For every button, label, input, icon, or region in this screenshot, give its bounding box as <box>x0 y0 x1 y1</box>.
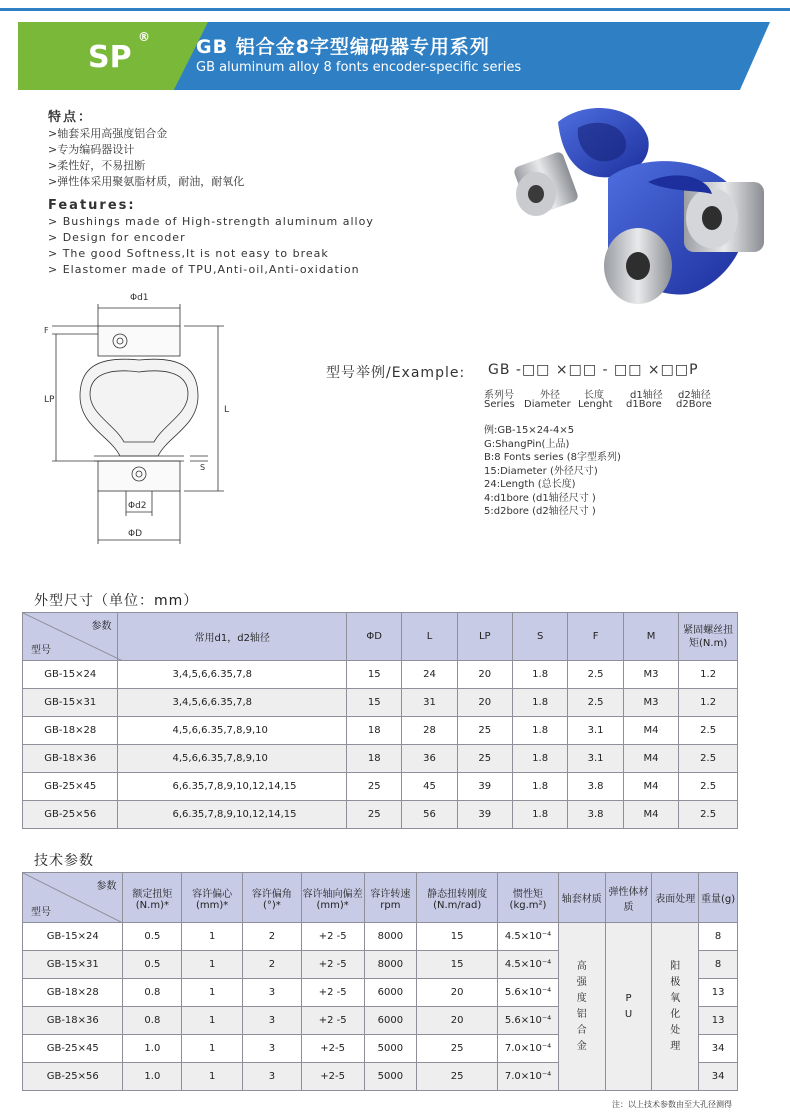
tech-cell: 25 <box>417 1035 498 1063</box>
feature-cn-item: >轴套采用高强度铝合金 <box>48 127 168 140</box>
tech-corner-cell <box>23 873 123 923</box>
dimensions-table <box>22 612 738 829</box>
ex-label-en: Lenght <box>578 399 613 410</box>
dim-cell: 1.8 <box>512 773 567 801</box>
dim-cell: 25 <box>457 717 512 745</box>
tech-surface-treatment <box>652 923 699 1091</box>
dim-cell: 39 <box>457 773 512 801</box>
dim-cell: 1.8 <box>512 689 567 717</box>
dim-cell: M4 <box>623 717 678 745</box>
tech-cell: 3 <box>243 1063 302 1091</box>
tech-cell: 7.0×10⁻⁴ <box>498 1063 559 1091</box>
tech-cell-weight: 13 <box>699 1007 738 1035</box>
dim-table-row <box>23 661 738 689</box>
dim-cell: 24 <box>402 661 457 689</box>
feature-en-item: > Design for encoder <box>48 231 186 244</box>
dim-header: F <box>568 613 623 661</box>
tech-cell-model: GB-18×36 <box>23 1007 123 1035</box>
label-D: ΦD <box>128 529 143 539</box>
tech-bushing-material-text: 高强度铝合金 <box>576 960 587 1052</box>
tech-cell: 0.8 <box>123 1007 182 1035</box>
dim-header: M <box>623 613 678 661</box>
dim-cell: 18 <box>346 745 401 773</box>
tech-cell: 5000 <box>364 1063 417 1091</box>
dim-cell: M4 <box>623 773 678 801</box>
product-photo <box>498 98 778 318</box>
dim-cell-model: GB-15×24 <box>23 661 118 689</box>
tech-table-row <box>23 923 738 951</box>
dim-cell-model: GB-15×31 <box>23 689 118 717</box>
ex-label-cn: 外径 <box>540 390 560 401</box>
label-F: F <box>44 326 49 335</box>
dim-cell: 4,5,6,6.35,7,8,9,10 <box>118 717 347 745</box>
dim-header: ΦD <box>346 613 401 661</box>
dim-cell: 2.5 <box>679 745 738 773</box>
dim-corner-top: 参数 <box>91 621 112 632</box>
dim-cell: 6,6.35,7,8,9,10,12,14,15 <box>118 773 347 801</box>
dim-table-row <box>23 773 738 801</box>
tech-elastomer-material-text: PU <box>624 992 633 1020</box>
ex-label-cn: d2轴径 <box>678 390 711 401</box>
label-LP: LP <box>44 395 55 405</box>
tech-cell: 0.5 <box>123 951 182 979</box>
tech-header: 轴套材质 <box>558 873 605 923</box>
features-en <box>48 198 374 278</box>
dim-cell: 3.1 <box>568 717 623 745</box>
feature-en-item: > The good Softness,It is not easy to break <box>48 247 329 260</box>
tech-header: 额定扭矩(N.m)* <box>123 873 182 923</box>
tech-header: 容许偏角(°)* <box>243 873 302 923</box>
tech-cell: +2 -5 <box>301 979 364 1007</box>
example-note: 4:d1bore (d1轴径尺寸 ) <box>484 492 596 504</box>
feature-cn-item: >柔性好，不易扭断 <box>48 159 146 172</box>
tech-cell-weight: 8 <box>699 951 738 979</box>
dim-header: LP <box>457 613 512 661</box>
tech-cell: 7.0×10⁻⁴ <box>498 1035 559 1063</box>
tech-surface-treatment-text: 阳极氧化处理 <box>670 960 681 1052</box>
header-banner <box>18 22 770 90</box>
tech-cell: 1.0 <box>123 1063 182 1091</box>
logo-registered: ® <box>138 30 150 44</box>
features-cn <box>48 110 244 190</box>
dim-cell: 45 <box>402 773 457 801</box>
tech-cell: 3 <box>243 979 302 1007</box>
dim-table-row <box>23 717 738 745</box>
example-label: 型号举例/Example: <box>326 365 466 381</box>
dim-cell: 3.8 <box>568 773 623 801</box>
tech-cell: 8000 <box>364 923 417 951</box>
dim-cell: 1.8 <box>512 661 567 689</box>
tech-header: 弹性体材质 <box>605 873 652 923</box>
example-code: GB -□□ ×□□ - □□ ×□□P <box>488 362 699 378</box>
dim-cell: 31 <box>402 689 457 717</box>
tech-header: 惯性矩(kg.m²) <box>498 873 559 923</box>
title-en: GB aluminum alloy 8 fonts encoder-specific series <box>196 60 522 75</box>
tech-corner-bottom: 型号 <box>31 907 51 918</box>
tech-cell: 2 <box>243 951 302 979</box>
dim-cell: 15 <box>346 689 401 717</box>
tech-corner-top: 参数 <box>96 881 117 892</box>
tech-cell-weight: 8 <box>699 923 738 951</box>
dim-cell: 2.5 <box>679 801 738 829</box>
tech-cell-model: GB-25×56 <box>23 1063 123 1091</box>
tech-cell: 4.5×10⁻⁴ <box>498 951 559 979</box>
tech-cell: 3 <box>243 1007 302 1035</box>
tech-cell: 5000 <box>364 1035 417 1063</box>
tech-table <box>22 872 738 1091</box>
tech-cell-model: GB-15×24 <box>23 923 123 951</box>
tech-cell: 1 <box>182 923 243 951</box>
tech-cell: 15 <box>417 951 498 979</box>
tech-cell-model: GB-25×45 <box>23 1035 123 1063</box>
ex-label-cn: d1轴径 <box>630 390 663 401</box>
dim-cell: 4,5,6,6.35,7,8,9,10 <box>118 745 347 773</box>
tech-cell: +2 -5 <box>301 923 364 951</box>
dim-cell: 1.2 <box>679 689 738 717</box>
dim-cell: 2.5 <box>568 661 623 689</box>
dim-cell: 2.5 <box>679 717 738 745</box>
footnote: 注：以上技术参数由至大孔径测得 <box>612 1100 732 1109</box>
dim-table-row <box>23 801 738 829</box>
dim-cell: 15 <box>346 661 401 689</box>
dim-cell-model: GB-25×56 <box>23 801 118 829</box>
dim-cell: 56 <box>402 801 457 829</box>
dim-cell: 1.2 <box>679 661 738 689</box>
feature-en-item: > Bushings made of High-strength aluminum alloy <box>48 215 374 228</box>
dim-cell: 3.8 <box>568 801 623 829</box>
tech-cell: 25 <box>417 1063 498 1091</box>
tech-cell: 8000 <box>364 951 417 979</box>
tech-cell: 5.6×10⁻⁴ <box>498 979 559 1007</box>
label-d2: Φd2 <box>128 501 147 511</box>
dim-table-title: 外型尺寸（单位：mm） <box>34 593 199 609</box>
tech-header: 静态扭转刚度(N.m/rad) <box>417 873 498 923</box>
tech-cell: 1 <box>182 951 243 979</box>
top-rule <box>0 8 790 11</box>
tech-cell: 1.0 <box>123 1035 182 1063</box>
ex-label-en: Series <box>484 399 515 410</box>
example-note: 5:d2bore (d2轴径尺寸 ) <box>484 506 596 517</box>
feature-cn-item: >专为编码器设计 <box>48 143 135 156</box>
ex-label-en: Diameter <box>524 399 571 410</box>
dim-cell: 3,4,5,6,6.35,7,8 <box>118 689 347 717</box>
dim-cell: 1.8 <box>512 801 567 829</box>
tech-cell-weight: 34 <box>699 1063 738 1091</box>
tech-elastomer-material <box>605 923 652 1091</box>
tech-cell: 6000 <box>364 1007 417 1035</box>
coupling-large <box>604 161 764 304</box>
dim-cell: 3.1 <box>568 745 623 773</box>
tech-cell: 4.5×10⁻⁴ <box>498 923 559 951</box>
tech-cell: +2 -5 <box>301 951 364 979</box>
title-cn: GB 铝合金8字型编码器专用系列 <box>196 36 490 58</box>
tech-cell-model: GB-15×31 <box>23 951 123 979</box>
tech-cell: 1 <box>182 1035 243 1063</box>
feature-en-item: > Elastomer made of TPU,Anti-oil,Anti-oxidation <box>48 263 360 276</box>
tech-cell: 0.8 <box>123 979 182 1007</box>
dim-cell: 18 <box>346 717 401 745</box>
example-note: 15:Diameter (外径尺寸) <box>484 465 598 477</box>
tech-cell-model: GB-18×28 <box>23 979 123 1007</box>
tech-table-title: 技术参数 <box>34 853 94 869</box>
example-note: 例:GB-15×24-4×5 <box>484 425 575 436</box>
example-note: B:8 Fonts series (8字型系列) <box>484 452 621 463</box>
feature-cn-item: >弹性体采用聚氨脂材质，耐油，耐氧化 <box>48 175 245 188</box>
dim-cell: 3,4,5,6,6.35,7,8 <box>118 661 347 689</box>
logo-text: SP <box>88 40 132 75</box>
dim-header: 紧固螺丝扭矩(N.m) <box>679 613 738 661</box>
tech-cell: 1 <box>182 979 243 1007</box>
tech-bushing-material <box>558 923 605 1091</box>
dim-cell: 1.8 <box>512 717 567 745</box>
example-note: G:ShangPin(上品) <box>484 438 570 450</box>
features-en-heading: Features: <box>48 198 136 213</box>
tech-cell: 2 <box>243 923 302 951</box>
tech-cell: 3 <box>243 1035 302 1063</box>
dim-cell: 2.5 <box>568 689 623 717</box>
tech-cell: 0.5 <box>123 923 182 951</box>
dim-cell: M4 <box>623 745 678 773</box>
dim-cell: 25 <box>346 801 401 829</box>
dim-cell: 25 <box>346 773 401 801</box>
dim-cell: 2.5 <box>679 773 738 801</box>
dim-header: 常用d1，d2轴径 <box>118 613 347 661</box>
dim-cell: 25 <box>457 745 512 773</box>
tech-cell: 15 <box>417 923 498 951</box>
tech-table-body <box>23 923 738 1091</box>
tech-cell: 6000 <box>364 979 417 1007</box>
dimension-drawing <box>40 286 270 556</box>
dim-corner-cell <box>23 613 118 661</box>
tech-cell: +2 -5 <box>301 1007 364 1035</box>
tech-header: 表面处理 <box>652 873 699 923</box>
label-L: L <box>224 405 230 415</box>
dim-cell: 1.8 <box>512 745 567 773</box>
tech-header: 容许轴向偏差(mm)* <box>301 873 364 923</box>
dim-cell: M4 <box>623 801 678 829</box>
dim-cell: 6,6.35,7,8,9,10,12,14,15 <box>118 801 347 829</box>
dim-header: L <box>402 613 457 661</box>
dim-cell: 36 <box>402 745 457 773</box>
tech-cell-weight: 13 <box>699 979 738 1007</box>
dim-table-row <box>23 689 738 717</box>
dim-table-row <box>23 745 738 773</box>
tech-header: 容许转速rpm <box>364 873 417 923</box>
tech-cell: 20 <box>417 979 498 1007</box>
ex-label-en: d2Bore <box>676 399 712 410</box>
tech-cell: 20 <box>417 1007 498 1035</box>
tech-header: 重量(g) <box>699 873 738 923</box>
sp-logo <box>88 30 150 78</box>
dim-cell: M3 <box>623 661 678 689</box>
tech-cell: 5.6×10⁻⁴ <box>498 1007 559 1035</box>
tech-cell: +2-5 <box>301 1035 364 1063</box>
features-cn-heading: 特点： <box>48 110 94 125</box>
dim-cell: M3 <box>623 689 678 717</box>
dim-cell: 20 <box>457 661 512 689</box>
label-S: S <box>200 463 206 472</box>
tech-cell-weight: 34 <box>699 1035 738 1063</box>
dim-cell-model: GB-18×36 <box>23 745 118 773</box>
dim-corner-bottom: 型号 <box>31 645 51 656</box>
dim-cell: 20 <box>457 689 512 717</box>
dim-cell-model: GB-18×28 <box>23 717 118 745</box>
dim-table-body <box>23 661 738 829</box>
ex-label-en: d1Bore <box>626 399 662 410</box>
tech-cell: +2-5 <box>301 1063 364 1091</box>
tech-cell: 1 <box>182 1063 243 1091</box>
ex-label-cn: 系列号 <box>484 390 514 401</box>
example-notes <box>484 424 621 519</box>
dim-cell: 39 <box>457 801 512 829</box>
tech-cell: 1 <box>182 1007 243 1035</box>
dim-cell: 28 <box>402 717 457 745</box>
ex-label-cn: 长度 <box>584 390 604 401</box>
label-d1: Φd1 <box>130 293 149 303</box>
example-note: 24:Length (总长度) <box>484 479 576 490</box>
dim-header: S <box>512 613 567 661</box>
tech-header: 容许偏心(mm)* <box>182 873 243 923</box>
dim-cell-model: GB-25×45 <box>23 773 118 801</box>
